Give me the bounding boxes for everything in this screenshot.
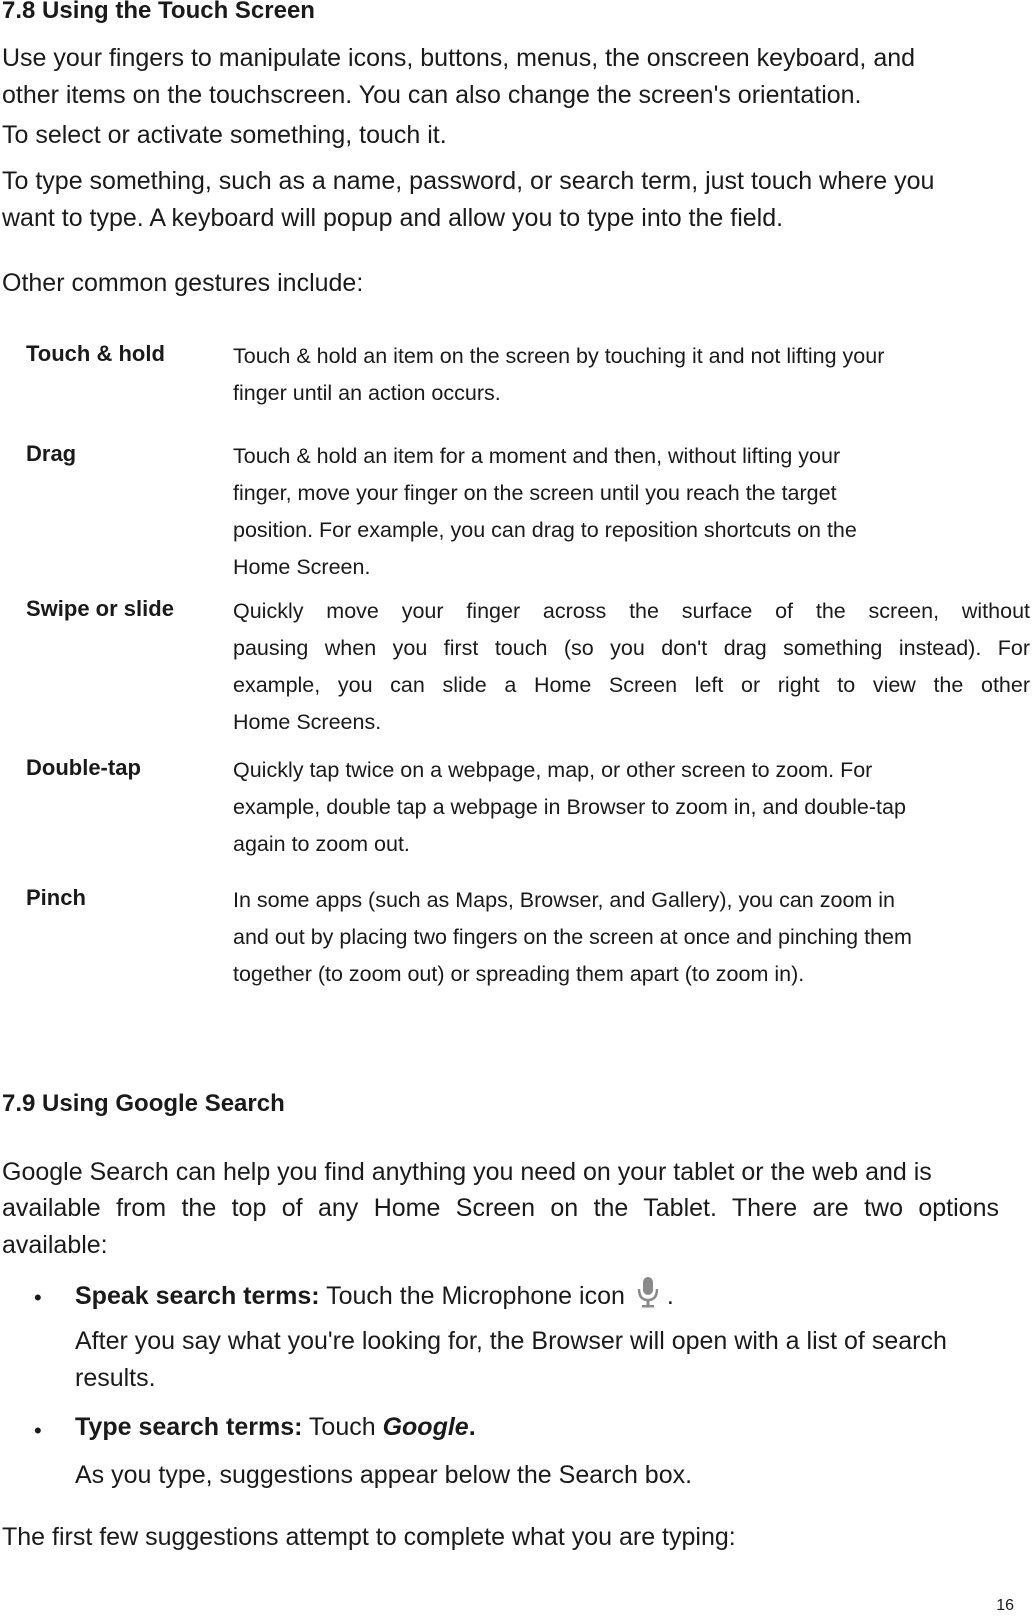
gesture-term: Drag — [26, 441, 77, 466]
section-heading-google-search: 7.9 Using Google Search — [2, 1090, 285, 1117]
gesture-description-line: Touch & hold an item on the screen by touching it and not lifting your — [233, 344, 885, 368]
paragraph-select: To select or activate something, touch it. — [2, 121, 447, 149]
gesture-term: Swipe or slide — [26, 596, 174, 621]
gesture-term: Pinch — [26, 885, 86, 910]
gesture-description — [233, 593, 1032, 741]
gesture-description — [233, 752, 1032, 863]
gesture-description — [233, 438, 1032, 586]
bullet-text: Touch — [302, 1413, 383, 1441]
gesture-description-line: example, you can slide a Home Screen left or right to view the other — [233, 673, 1030, 697]
paragraph-type-line-2: want to type. A keyboard will popup and allow you to type into the field. — [2, 204, 784, 232]
section-heading-touch-screen: 7.8 Using the Touch Screen — [2, 0, 315, 24]
bullet-speak-detail-line-1: After you say what you're looking for, the Browser will open with a list of search — [75, 1327, 947, 1355]
gesture-description — [233, 882, 1032, 993]
bullet-label: Speak search terms: — [75, 1282, 320, 1311]
gesture-description — [233, 338, 1032, 412]
gesture-description-line: again to zoom out. — [233, 832, 410, 856]
paragraph-intro-line-1: Use your fingers to manipulate icons, buttons, menus, the onscreen keyboard, and — [2, 44, 916, 72]
bullet-speak-detail-line-2: results. — [75, 1364, 156, 1392]
paragraph-search-intro-line-3: available: — [2, 1231, 108, 1259]
paragraph-closing: The first few suggestions attempt to complete what you are typing: — [2, 1523, 736, 1551]
gesture-description-line: Quickly tap twice on a webpage, map, or other screen to zoom. For — [233, 758, 873, 782]
page-number: 16 — [996, 1597, 1014, 1614]
paragraph-search-intro-line-2 — [2, 1190, 999, 1227]
gesture-description-line: In some apps (such as Maps, Browser, and Gallery), you can zoom in — [233, 888, 896, 912]
gesture-description-line: position. For example, you can drag to reposition shortcuts on the — [233, 518, 857, 542]
gesture-term: Touch & hold — [26, 341, 165, 366]
gesture-description-line: Quickly move your finger across the surface of the screen, without — [233, 599, 1030, 623]
bullet-marker: • — [34, 1418, 42, 1443]
microphone-icon — [635, 1275, 661, 1320]
gesture-term: Double-tap — [26, 755, 141, 780]
bullet-end: . — [666, 1282, 674, 1311]
bullet-end: . — [468, 1413, 476, 1441]
bullet-label: Type search terms: — [75, 1413, 303, 1441]
gesture-description-line: together (to zoom out) or spreading them apart (to zoom in). — [233, 962, 805, 986]
gesture-description-line: finger, move your finger on the screen until you reach the target — [233, 481, 837, 505]
gesture-description-line: Home Screens. — [233, 710, 382, 734]
paragraph-search-intro-line-1: Google Search can help you find anything you need on your tablet or the web and is — [2, 1158, 932, 1186]
paragraph-gestures-intro: Other common gestures include: — [2, 269, 364, 297]
gesture-description-line: example, double tap a webpage in Browser to zoom in, and double-tap — [233, 795, 906, 819]
justified-line: available from the top of any Home Screen on the Tablet. There are two options — [2, 1194, 999, 1222]
bullet-text: Touch the Microphone icon — [319, 1282, 625, 1311]
gesture-description-line: Home Screen. — [233, 555, 371, 579]
bullet-marker: • — [34, 1285, 42, 1310]
bullet-speak-search — [75, 1275, 674, 1320]
bullet-type-search — [75, 1409, 476, 1446]
bullet-type-detail: As you type, suggestions appear below the Search box. — [75, 1461, 693, 1489]
paragraph-type-line-1: To type something, such as a name, password, or search term, just touch where you — [2, 167, 935, 195]
gesture-description-line: pausing when you first touch (so you don't drag something instead). For — [233, 636, 1030, 660]
google-emphasis: Google — [382, 1413, 469, 1441]
paragraph-intro-line-2: other items on the touchscreen. You can also change the screen's orientation. — [2, 81, 862, 109]
gesture-description-line: finger until an action occurs. — [233, 381, 501, 405]
gesture-description-line: Touch & hold an item for a moment and then, without lifting your — [233, 444, 841, 468]
gesture-description-line: and out by placing two fingers on the screen at once and pinching them — [233, 925, 912, 949]
